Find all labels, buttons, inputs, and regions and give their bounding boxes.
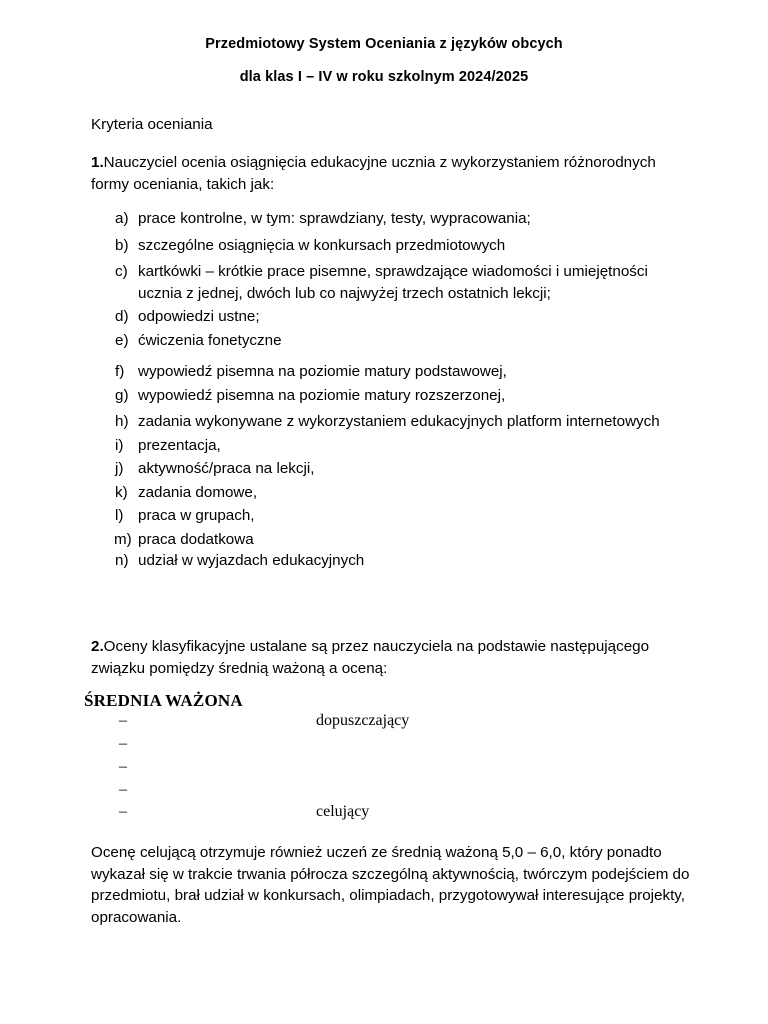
- list-marker: c): [115, 263, 128, 280]
- list-item: [115, 385, 675, 407]
- criteria-heading: Kryteria oceniania: [91, 116, 213, 133]
- list-item-text: praca w grupach,: [138, 507, 255, 524]
- grade-row: [0, 758, 768, 780]
- assessment-forms-list: [115, 208, 675, 572]
- list-item-text: odpowiedzi ustne;: [138, 308, 260, 325]
- list-marker: g): [115, 386, 129, 404]
- document-title-line-2: dla klas I – IV w roku szkolnym 2024/2025: [239, 69, 529, 85]
- list-item: [115, 458, 675, 480]
- list-item: [115, 306, 675, 328]
- grade-dash: –: [119, 758, 127, 775]
- grade-dash: –: [119, 712, 127, 729]
- list-item-text: wypowiedź pisemna na poziomie matury rozszerzonej,: [138, 386, 506, 404]
- list-item-text: zadania domowe,: [138, 483, 258, 501]
- grade-row: [0, 712, 768, 734]
- grade-row: [0, 781, 768, 803]
- list-marker: j): [115, 460, 124, 477]
- list-item-text: udział w wyjazdach edukacyjnych: [138, 552, 365, 569]
- list-item: [115, 505, 675, 527]
- grade-name: dopuszczający: [316, 712, 410, 729]
- list-item: [115, 261, 675, 304]
- list-item-text: praca dodatkowa: [138, 530, 254, 548]
- section-1-paragraph: [91, 152, 691, 195]
- list-item: [115, 235, 675, 257]
- section-2-number: 2.: [91, 638, 104, 655]
- grade-dash: –: [119, 735, 127, 752]
- closing-paragraph: Ocenę celującą otrzymuje również uczeń ze średnią ważoną 5,0 – 6,0, który ponadto wykazał się w trakcie trwania półrocza szczególną aktywnością, twórczym podejściem do przedmiotu, brał udział w konkursach, olimpiadach, przygotowywał interesujące projekty, opracowania.: [91, 844, 690, 926]
- list-marker: a): [115, 210, 129, 227]
- grade-row: [0, 735, 768, 757]
- grade-dash: –: [119, 781, 127, 798]
- list-item: [115, 330, 675, 352]
- list-item: [115, 482, 675, 504]
- list-item: [115, 361, 675, 383]
- list-marker: e): [115, 331, 129, 349]
- list-marker: m): [114, 530, 132, 548]
- list-item-text: aktywność/praca na lekcji,: [138, 460, 315, 477]
- list-marker: h): [115, 413, 129, 430]
- list-marker: f): [115, 363, 125, 380]
- list-marker: b): [115, 236, 129, 254]
- list-item-text: zadania wykonywane z wykorzystaniem edukacyjnych platform internetowych: [138, 413, 660, 430]
- list-item-text: szczególne osiągnięcia w konkursach przedmiotowych: [138, 236, 506, 254]
- grade-row: [0, 803, 768, 825]
- document-title-line-1: Przedmiotowy System Oceniania z języków obcych: [205, 36, 563, 52]
- list-marker: k): [115, 483, 128, 501]
- list-item-text: ćwiczenia fonetyczne: [138, 331, 282, 349]
- section-2-paragraph: [91, 636, 691, 679]
- list-item: [115, 411, 675, 433]
- grade-name: celujący: [316, 803, 370, 820]
- list-item: [115, 208, 675, 230]
- section-1-number: 1.: [91, 154, 104, 171]
- list-item-text: prezentacja,: [138, 436, 221, 454]
- list-item: [115, 529, 675, 551]
- section-1-text: Nauczyciel ocenia osiągnięcia edukacyjne ucznia z wykorzystaniem różnorodnych formy oceniania, takich jak:: [91, 154, 656, 193]
- weighted-average-heading: ŚREDNIA WAŻONA: [84, 691, 243, 710]
- list-item: [115, 550, 675, 572]
- list-item: [115, 435, 675, 457]
- list-marker: n): [115, 552, 129, 569]
- section-2-text: Oceny klasyfikacyjne ustalane są przez nauczyciela na podstawie następującego związku pomiędzy średnią ważoną a oceną:: [91, 638, 650, 677]
- list-marker: i): [115, 436, 124, 454]
- grade-dash: –: [119, 803, 127, 820]
- list-item-text: prace kontrolne, w tym: sprawdziany, testy, wypracowania;: [138, 210, 531, 227]
- list-marker: l): [115, 507, 124, 524]
- list-item-text: wypowiedź pisemna na poziomie matury podstawowej,: [138, 363, 507, 380]
- list-item-text: kartkówki – krótkie prace pisemne, sprawdzające wiadomości i umiejętności ucznia z jednej, dwóch lub co najwyżej trzech ostatnich lekcji;: [138, 263, 648, 302]
- list-marker: d): [115, 308, 129, 325]
